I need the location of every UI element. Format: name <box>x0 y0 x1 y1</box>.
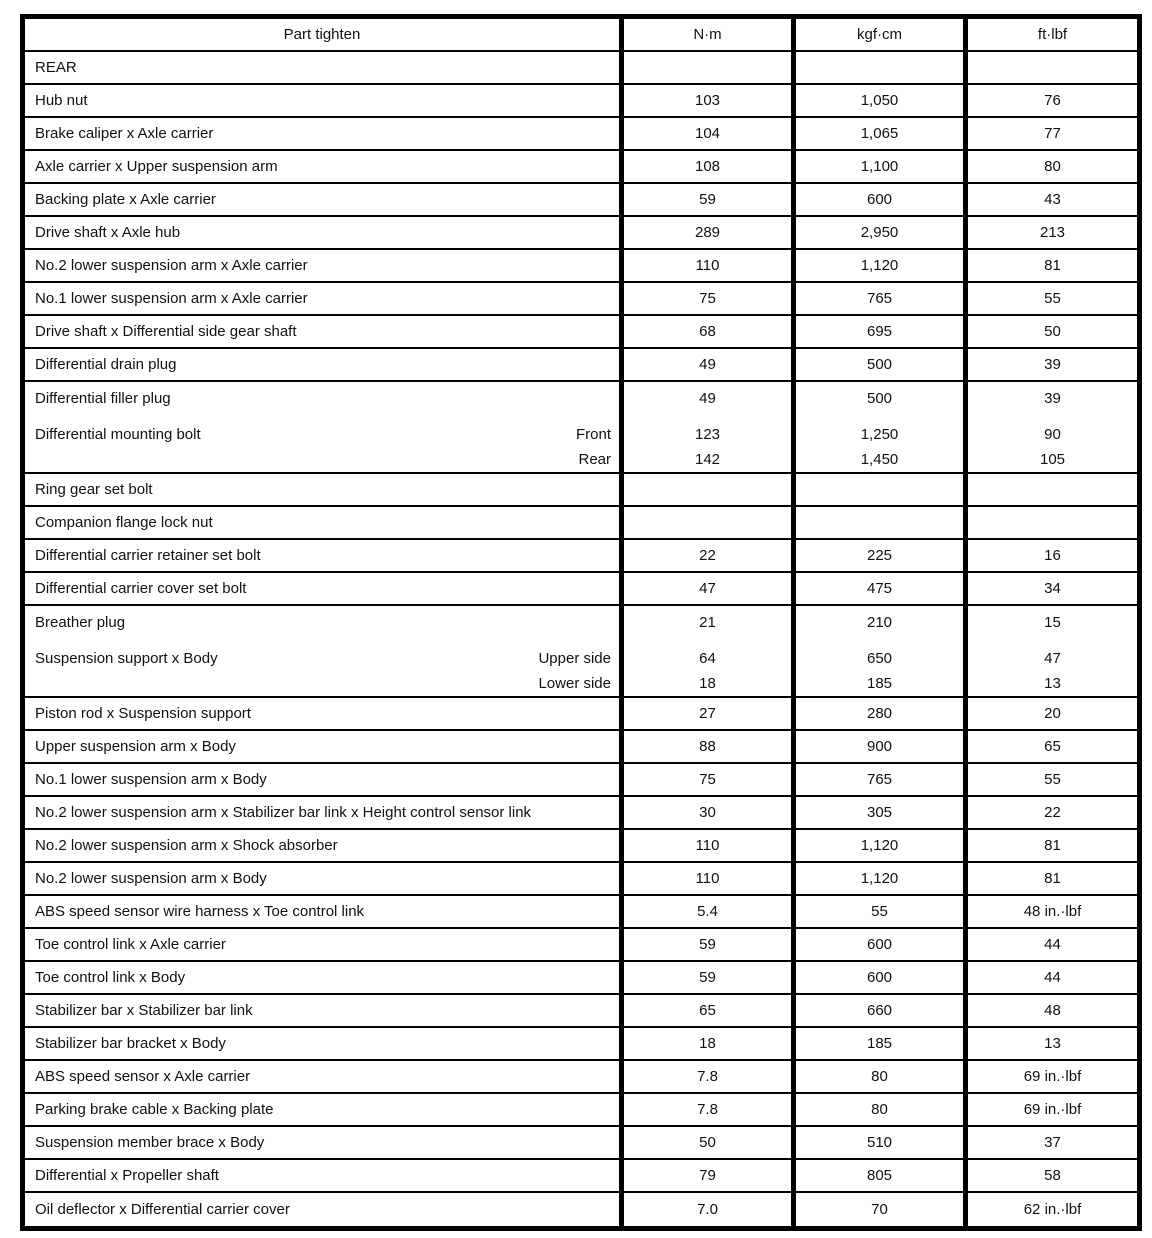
kgf-cell: 500 <box>791 349 963 380</box>
table-row <box>25 316 1137 349</box>
part-label: Suspension support x Body <box>35 650 218 667</box>
sub-label-upper: Upper side <box>538 650 611 667</box>
nm-cell: 21 <box>619 606 791 639</box>
nm-cell: 22 <box>619 540 791 571</box>
ft-cell: 81 <box>963 863 1137 894</box>
nm-cell: 5.4 <box>619 896 791 927</box>
table-row <box>25 1127 1137 1160</box>
kgf-cell <box>791 52 963 83</box>
ft-value: 47 <box>1044 650 1061 667</box>
ft-cell <box>963 507 1137 538</box>
nm-cell: 75 <box>619 764 791 795</box>
table-row <box>25 929 1137 962</box>
ft-cell: 50 <box>963 316 1137 347</box>
nm-cell <box>619 52 791 83</box>
table-row <box>25 184 1137 217</box>
kgf-cell: 1,120 <box>791 830 963 861</box>
ft-cell <box>963 52 1137 83</box>
ft-cell: 22 <box>963 797 1137 828</box>
nm-cell: 103 <box>619 85 791 116</box>
table-row <box>25 349 1137 382</box>
header-kgf-cm: kgf·cm <box>791 19 963 50</box>
table-row <box>25 474 1137 507</box>
kgf-value: 185 <box>866 675 893 692</box>
table-row <box>25 698 1137 731</box>
kgf-cell: 600 <box>791 929 963 960</box>
table-row <box>25 797 1137 830</box>
kgf-cell: 185 <box>791 1028 963 1059</box>
part-cell: No.2 lower suspension arm x Axle carrier <box>35 257 308 274</box>
kgf-cell <box>791 474 963 505</box>
sub-label-lower: Lower side <box>538 675 611 692</box>
part-cell: Differential x Propeller shaft <box>35 1167 219 1184</box>
part-cell: Differential drain plug <box>35 356 177 373</box>
part-cell: Oil deflector x Differential carrier cover <box>35 1201 290 1218</box>
table-row <box>25 573 1137 606</box>
table-row <box>25 962 1137 995</box>
nm-cell: 50 <box>619 1127 791 1158</box>
part-cell: Toe control link x Body <box>35 969 186 986</box>
ft-cell: 55 <box>963 764 1137 795</box>
nm-cell: 49 <box>619 349 791 380</box>
nm-cell: 75 <box>619 283 791 314</box>
ft-cell: 81 <box>963 830 1137 861</box>
ft-value: 90 <box>1044 426 1061 443</box>
ft-cell: 81 <box>963 250 1137 281</box>
part-cell: ABS speed sensor wire harness x Toe control link <box>35 903 365 920</box>
kgf-cell: 475 <box>791 573 963 604</box>
part-cell: No.2 lower suspension arm x Body <box>35 870 267 887</box>
ft-cell: 16 <box>963 540 1137 571</box>
nm-cell: 59 <box>619 929 791 960</box>
part-cell: Toe control link x Axle carrier <box>35 936 226 953</box>
kgf-cell: 695 <box>791 316 963 347</box>
table-body-group-1 <box>25 52 1137 415</box>
kgf-value: 1,450 <box>860 451 899 468</box>
table-row <box>25 606 1137 639</box>
ft-cell: 39 <box>963 349 1137 380</box>
ft-cell: 43 <box>963 184 1137 215</box>
ft-cell: 44 <box>963 962 1137 993</box>
part-cell: Brake caliper x Axle carrier <box>35 125 214 142</box>
kgf-cell: 305 <box>791 797 963 828</box>
nm-cell: 108 <box>619 151 791 182</box>
table-row <box>25 1193 1137 1226</box>
kgf-cell: 1,065 <box>791 118 963 149</box>
part-cell: Companion flange lock nut <box>35 514 213 531</box>
kgf-cell: 1,120 <box>791 250 963 281</box>
table-row <box>25 764 1137 797</box>
kgf-cell <box>791 639 963 696</box>
kgf-cell: 2,950 <box>791 217 963 248</box>
part-cell: Ring gear set bolt <box>35 481 153 498</box>
table-row <box>25 1061 1137 1094</box>
kgf-cell: 600 <box>791 962 963 993</box>
ft-cell: 55 <box>963 283 1137 314</box>
kgf-cell: 765 <box>791 283 963 314</box>
part-cell <box>25 639 619 696</box>
part-cell <box>25 415 619 472</box>
part-cell: Suspension member brace x Body <box>35 1134 265 1151</box>
table-row <box>25 217 1137 250</box>
ft-cell <box>963 474 1137 505</box>
nm-cell: 7.0 <box>619 1193 791 1226</box>
part-cell: Stabilizer bar bracket x Body <box>35 1035 226 1052</box>
nm-cell: 79 <box>619 1160 791 1191</box>
table-row <box>25 540 1137 573</box>
nm-cell: 7.8 <box>619 1094 791 1125</box>
ft-cell: 15 <box>963 606 1137 639</box>
part-cell: No.1 lower suspension arm x Axle carrier <box>35 290 308 307</box>
sub-labels <box>576 424 611 474</box>
ft-cell: 39 <box>963 382 1137 415</box>
nm-cell: 7.8 <box>619 1061 791 1092</box>
kgf-cell: 55 <box>791 896 963 927</box>
kgf-cell: 210 <box>791 606 963 639</box>
table-row <box>25 507 1137 540</box>
header-ft-lbf: ft·lbf <box>963 19 1137 50</box>
kgf-cell <box>791 507 963 538</box>
kgf-value: 650 <box>866 650 893 667</box>
nm-cell: 27 <box>619 698 791 729</box>
table-row-suspension-support <box>25 639 1137 698</box>
ft-cell <box>963 415 1137 472</box>
ft-cell: 69 in.·lbf <box>963 1061 1137 1092</box>
table-row <box>25 151 1137 184</box>
header-nm: N·m <box>619 19 791 50</box>
header-part: Part tighten <box>283 26 361 43</box>
kgf-cell: 510 <box>791 1127 963 1158</box>
kgf-cell <box>791 415 963 472</box>
ft-cell: 34 <box>963 573 1137 604</box>
table-row <box>25 382 1137 415</box>
part-cell: Differential filler plug <box>35 390 171 407</box>
ft-cell: 13 <box>963 1028 1137 1059</box>
kgf-cell: 660 <box>791 995 963 1026</box>
nm-value: 142 <box>694 451 721 468</box>
ft-cell <box>963 639 1137 696</box>
part-cell: Upper suspension arm x Body <box>35 738 236 755</box>
table-row <box>25 731 1137 764</box>
part-cell: REAR <box>35 59 77 76</box>
nm-cell: 289 <box>619 217 791 248</box>
kgf-cell: 765 <box>791 764 963 795</box>
sub-label-front: Front <box>575 426 611 443</box>
table-header-row <box>25 19 1137 52</box>
part-cell: Drive shaft x Axle hub <box>35 224 181 241</box>
ft-value: 13 <box>1044 675 1061 692</box>
nm-cell: 18 <box>619 1028 791 1059</box>
table-row <box>25 1160 1137 1193</box>
table-row <box>25 118 1137 151</box>
part-cell: ABS speed sensor x Axle carrier <box>35 1068 251 1085</box>
part-cell: Differential carrier cover set bolt <box>35 580 247 597</box>
table-row <box>25 896 1137 929</box>
nm-cell: 47 <box>619 573 791 604</box>
part-cell: Hub nut <box>35 92 88 109</box>
nm-cell: 49 <box>619 382 791 415</box>
ft-cell: 44 <box>963 929 1137 960</box>
kgf-cell: 1,120 <box>791 863 963 894</box>
kgf-cell: 280 <box>791 698 963 729</box>
table-row <box>25 1094 1137 1127</box>
nm-cell: 110 <box>619 830 791 861</box>
nm-cell: 65 <box>619 995 791 1026</box>
ft-cell: 62 in.·lbf <box>963 1193 1137 1226</box>
nm-cell: 110 <box>619 863 791 894</box>
ft-cell: 48 <box>963 995 1137 1026</box>
kgf-cell: 80 <box>791 1094 963 1125</box>
sub-labels <box>538 648 611 698</box>
nm-cell: 30 <box>619 797 791 828</box>
kgf-cell: 600 <box>791 184 963 215</box>
ft-cell: 76 <box>963 85 1137 116</box>
kgf-cell: 70 <box>791 1193 963 1226</box>
nm-cell <box>619 474 791 505</box>
nm-cell: 88 <box>619 731 791 762</box>
table-row <box>25 863 1137 896</box>
nm-cell: 59 <box>619 184 791 215</box>
ft-cell: 37 <box>963 1127 1137 1158</box>
nm-value: 123 <box>694 426 721 443</box>
part-cell: Backing plate x Axle carrier <box>35 191 216 208</box>
nm-cell: 110 <box>619 250 791 281</box>
part-cell: Parking brake cable x Backing plate <box>35 1101 274 1118</box>
table-row <box>25 283 1137 316</box>
nm-cell: 68 <box>619 316 791 347</box>
part-cell: Axle carrier x Upper suspension arm <box>35 158 278 175</box>
table-row <box>25 830 1137 863</box>
kgf-cell: 500 <box>791 382 963 415</box>
nm-cell: 59 <box>619 962 791 993</box>
part-cell: Stabilizer bar x Stabilizer bar link <box>35 1002 253 1019</box>
ft-cell: 80 <box>963 151 1137 182</box>
table-body-group-3 <box>25 698 1137 1226</box>
ft-cell: 58 <box>963 1160 1137 1191</box>
part-cell: No.2 lower suspension arm x Shock absorber <box>35 837 338 854</box>
kgf-cell: 225 <box>791 540 963 571</box>
table-row <box>25 52 1137 85</box>
kgf-cell: 1,050 <box>791 85 963 116</box>
kgf-cell: 900 <box>791 731 963 762</box>
nm-cell <box>619 415 791 472</box>
table-row <box>25 250 1137 283</box>
ft-value: 105 <box>1039 451 1066 468</box>
nm-value: 18 <box>699 675 716 692</box>
torque-spec-table <box>20 14 1142 1231</box>
kgf-cell: 1,100 <box>791 151 963 182</box>
ft-cell: 213 <box>963 217 1137 248</box>
nm-value: 64 <box>699 650 716 667</box>
ft-cell: 48 in.·lbf <box>963 896 1137 927</box>
table-row <box>25 85 1137 118</box>
table-row <box>25 995 1137 1028</box>
table-row-differential-mounting-bolt <box>25 415 1137 474</box>
table-body-group-2 <box>25 474 1137 639</box>
nm-cell <box>619 507 791 538</box>
part-cell: Differential carrier retainer set bolt <box>35 547 261 564</box>
kgf-value: 1,250 <box>860 426 899 443</box>
table-row <box>25 1028 1137 1061</box>
nm-cell <box>619 639 791 696</box>
ft-cell: 77 <box>963 118 1137 149</box>
ft-cell: 20 <box>963 698 1137 729</box>
ft-cell: 69 in.·lbf <box>963 1094 1137 1125</box>
part-label: Differential mounting bolt <box>35 426 201 443</box>
sub-label-rear: Rear <box>578 451 611 468</box>
part-cell: Breather plug <box>35 614 126 631</box>
ft-cell: 65 <box>963 731 1137 762</box>
part-cell: Piston rod x Suspension support <box>35 705 251 722</box>
part-cell: No.1 lower suspension arm x Body <box>35 771 267 788</box>
kgf-cell: 805 <box>791 1160 963 1191</box>
part-cell: Drive shaft x Differential side gear shaft <box>35 323 297 340</box>
part-cell: No.2 lower suspension arm x Stabilizer bar link x Height control sensor link <box>35 804 532 821</box>
nm-cell: 104 <box>619 118 791 149</box>
kgf-cell: 80 <box>791 1061 963 1092</box>
